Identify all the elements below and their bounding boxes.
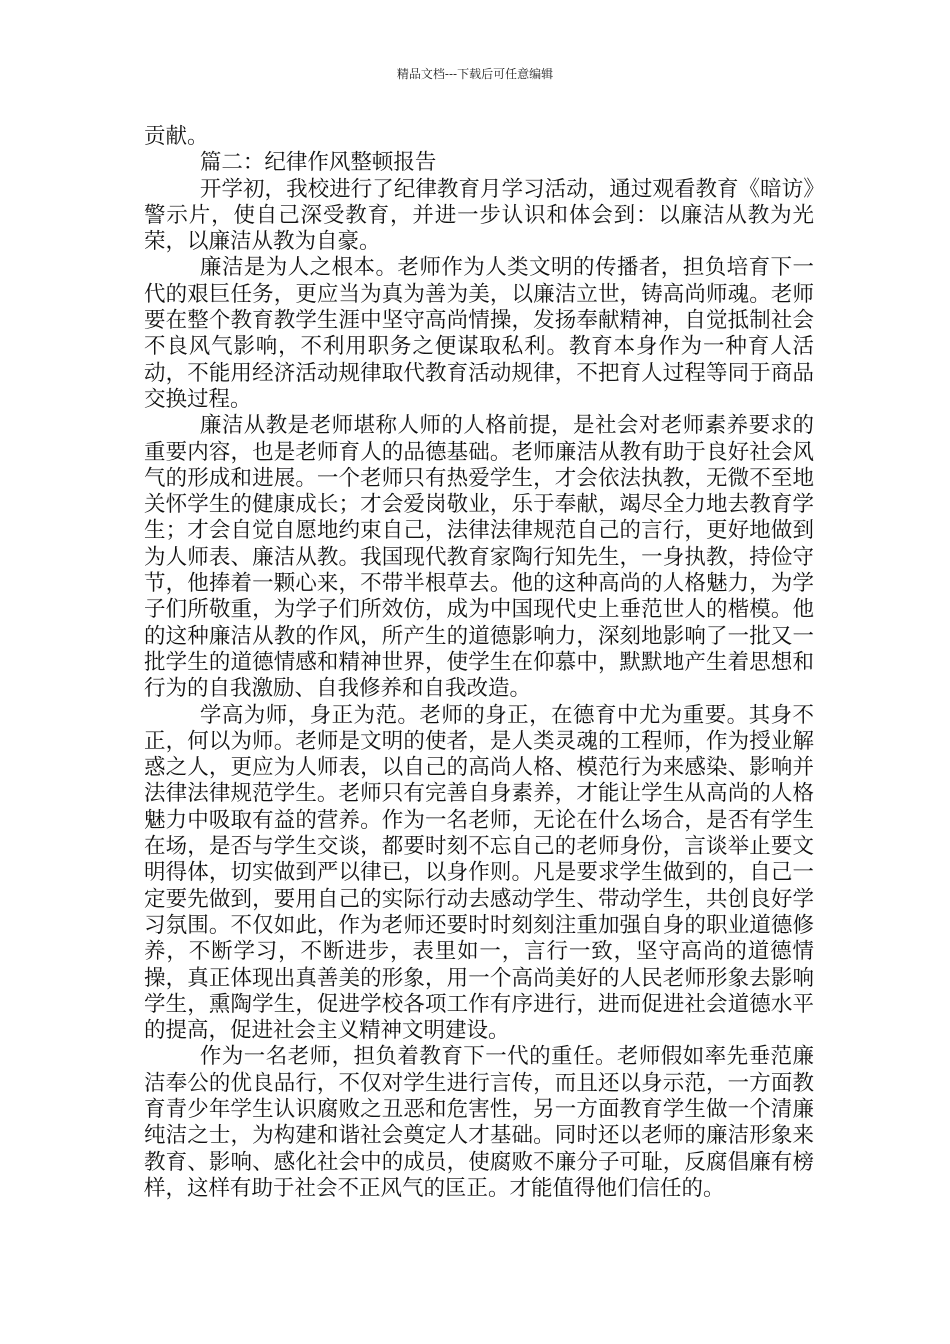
paragraph: 开学初，我校进行了纪律教育月学习活动，通过观看教育《暗访》警示片，使自己深受教育，并进一步认识和体会到：以廉洁从教为光荣，以廉洁从教为自豪。 xyxy=(144,176,814,255)
paragraph: 学高为师，身正为范。老师的身正，在德育中尤为重要。其身不正，何以为师。老师是文明的使者，是人类灵魂的工程师，作为授业解惑之人，更应为人师表，以自己的高尚人格、模范行为来感染、影响并法律法律规范学生。老师只有完善自身素养，才能让学生从高尚的人格魅力中吸取有益的营养。作为一名老师，无论在什么场合，是否有学生在场，是否与学生交谈，都要时刻不忘自己的老师身份，言谈举止要文明得体，切实做到严以律已，以身作则。凡是要求学生做到的，自己一定要先做到，要用自己的实际行动去感动学生、带动学生，共创良好学习氛围。不仅如此，作为老师还要时时刻刻注重加强自身的职业道德修养，不断学习，不断进步，表里如一，言行一致，坚守高尚的道德情操，真正体现出真善美的形象，用一个高尚美好的人民老师形象去影响学生，熏陶学生，促进学校各项工作有序进行，进而促进社会道德水平的提高，促进社会主义精神文明建设。 xyxy=(144,702,814,1044)
paragraph: 廉洁从教是老师堪称人师的人格前提，是社会对老师素养要求的重要内容，也是老师育人的品德基础。老师廉洁从教有助于良好社会风气的形成和进展。一个老师只有热爱学生，才会依法执教，无微不至地关怀学生的健康成长；才会爱岗敬业，乐于奉献，竭尽全力地去教育学生；才会自觉自愿地约束自己，法律法律规范自己的言行，更好地做到为人师表、廉洁从教。我国现代教育家陶行知先生，一身执教，持俭守节，他捧着一颗心来，不带半根草去。他的这种高尚的人格魅力，为学子们所敬重，为学子们所效仿，成为中国现代史上垂范世人的楷模。他的这种廉洁从教的作风，所产生的道德影响力，深刻地影响了一批又一批学生的道德情感和精神世界，使学生在仰慕中，默默地产生着思想和行为的自我激励、自我修养和自我改造。 xyxy=(144,413,814,702)
paragraph: 作为一名老师，担负着教育下一代的重任。老师假如率先垂范廉洁奉公的优良品行，不仅对学生进行言传，而且还以身示范，一方面教育青少年学生认识腐败之丑恶和危害性，另一方面教育学生做一个清廉纯洁之士，为构建和谐社会奠定人才基础。同时还以老师的廉洁形象来教育、影响、感化社会中的成员，使腐败不廉分子可耻，反腐倡廉有榜样，这样有助于社会不正风气的匡正。才能值得他们信任的。 xyxy=(144,1044,814,1201)
paragraph: 廉洁是为人之根本。老师作为人类文明的传播者，担负培育下一代的艰巨任务，更应当为真为善为美，以廉洁立世，铸高尚师魂。老师要在整个教育教学生涯中坚守高尚情操，发扬奉献精神，自觉抵制社会不良风气影响，不利用职务之便谋取私利。教育本身作为一种育人活动，不能用经济活动规律取代教育活动规律，不把育人过程等同于商品交换过程。 xyxy=(144,255,814,412)
section-heading: 篇二：纪律作风整顿报告 xyxy=(199,150,437,176)
document-body xyxy=(144,124,814,1202)
page-header: 精品文档---下载后可任意编辑 xyxy=(396,67,554,81)
paragraph: 贡献。 xyxy=(144,124,209,149)
